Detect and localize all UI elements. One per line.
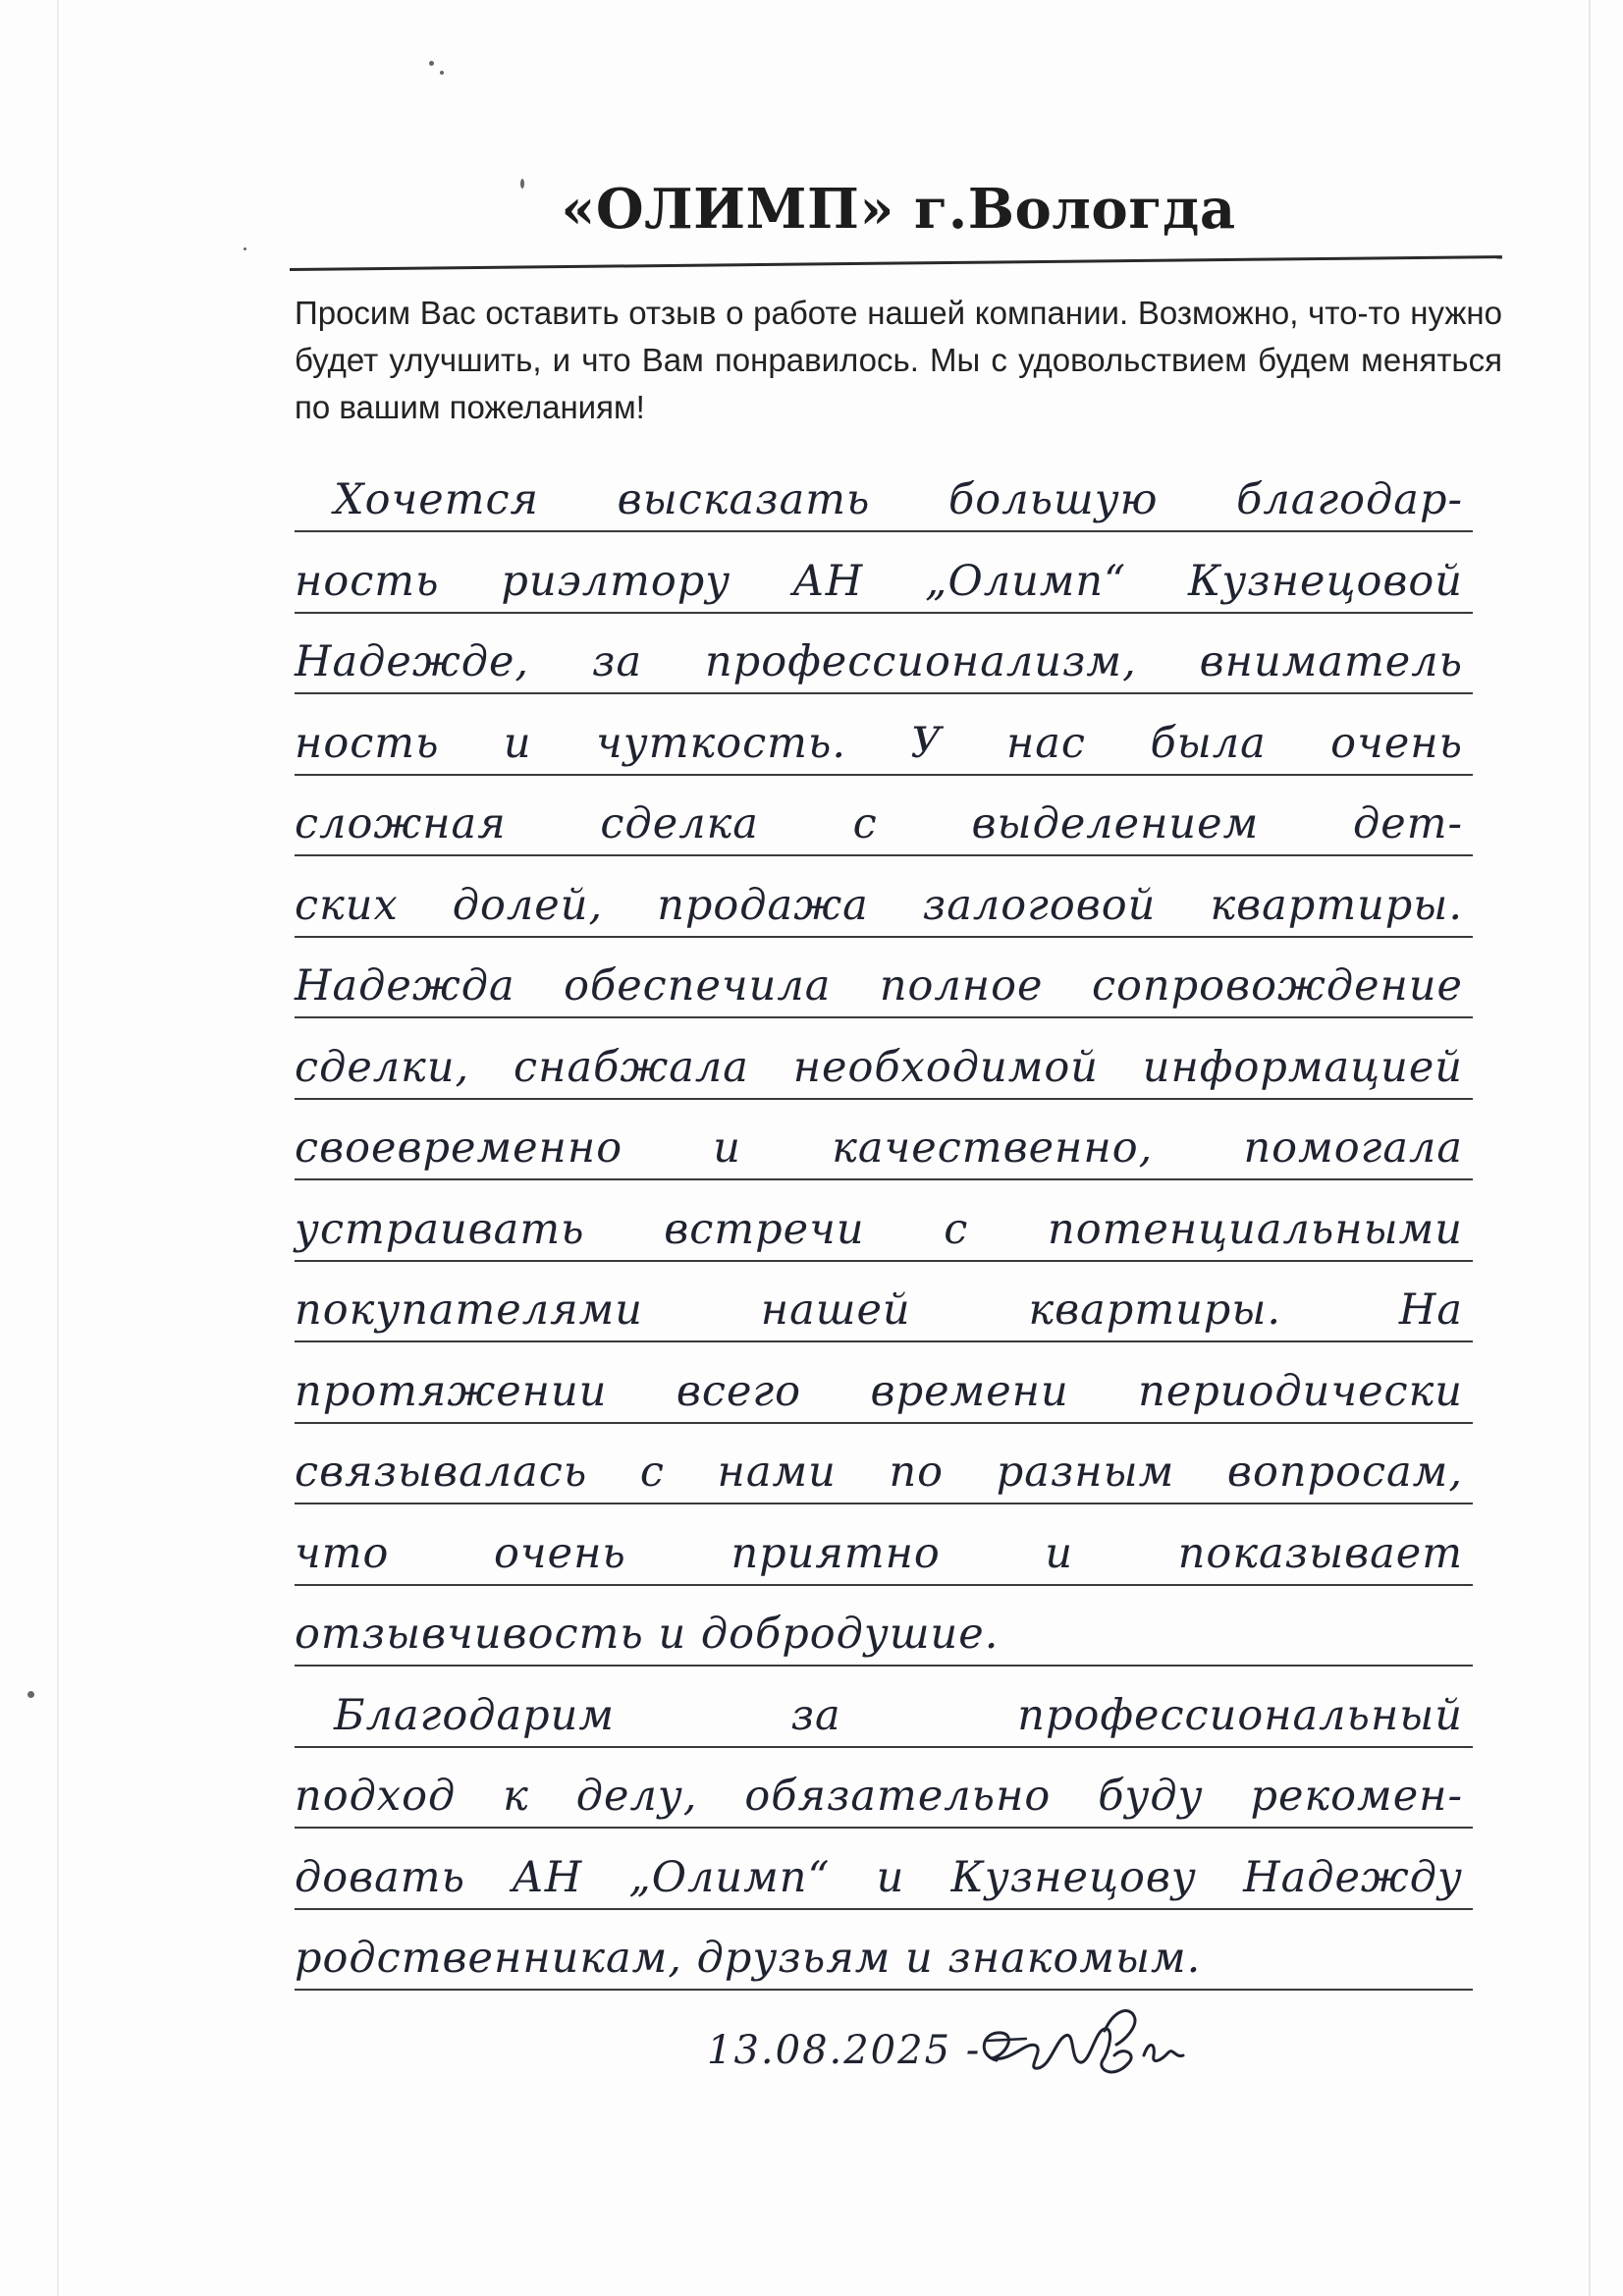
review-line: устраивать встречи с потенциальными (295, 1205, 1463, 1254)
review-line: подход к делу, обязательно буду рекомен- (295, 1772, 1463, 1821)
scan-speck (440, 71, 444, 75)
review-line: родственникам, друзьям и знакомым. (295, 1934, 1202, 1983)
scan-edge-left (57, 0, 59, 2296)
title-underline (290, 255, 1502, 271)
ruled-line (295, 854, 1473, 856)
ruled-line (295, 1584, 1473, 1586)
review-line: Надежда обеспечила полное сопровождение (295, 961, 1463, 1011)
review-line: ность и чуткость. У нас была очень (295, 719, 1463, 768)
ruled-line (295, 612, 1473, 614)
ruled-line (295, 1503, 1473, 1504)
scan-speck (243, 247, 246, 250)
ruled-line (295, 1016, 1473, 1018)
review-line: отзывчивость и добродушие. (295, 1610, 1000, 1659)
review-line: ность риэлтору АН „Олимп“ Кузнецовой (295, 557, 1463, 606)
ruled-line (295, 1178, 1473, 1180)
ruled-line (295, 692, 1473, 694)
review-line: Надежде, за профессионализм, вниматель (295, 637, 1463, 686)
company-title: «ОЛИМП» г.Вологда (561, 177, 1236, 242)
review-line: протяжении всего времени периодически (295, 1367, 1463, 1416)
ruled-line (295, 936, 1473, 938)
review-line: покупателями нашей квартиры. На (295, 1285, 1463, 1335)
review-line: сделки, снабжала необходимой информацией (295, 1043, 1463, 1092)
ruled-line (295, 1746, 1473, 1748)
ruled-line (295, 1098, 1473, 1100)
ruled-line (295, 1665, 1473, 1667)
review-line: что очень приятно и показывает (295, 1529, 1463, 1578)
ruled-line (295, 1340, 1473, 1342)
scan-speck (27, 1691, 34, 1698)
review-line: довать АН „Олимп“ и Кузнецову Надежду (295, 1853, 1463, 1902)
review-line: связывалась с нами по разным вопросам, (295, 1448, 1463, 1497)
intro-text: Просим Вас оставить отзыв о работе нашей компании. Возможно, что-то нужно будет улучшить, и что Вам понравилось. Мы с удовольствием будем меняться по вашим пожеланиям! (295, 295, 1502, 425)
ruled-line (295, 530, 1473, 532)
scan-speck (429, 61, 434, 66)
ruled-line (295, 1908, 1473, 1910)
review-date: 13.08.2025 - (707, 2028, 982, 2073)
review-line: сложная сделка с выделением дет- (295, 799, 1463, 848)
ruled-line (295, 1827, 1473, 1829)
review-line: Хочется высказать большую благодар- (334, 475, 1463, 524)
ruled-line (295, 1422, 1473, 1424)
review-line: своевременно и качественно, помогала (295, 1123, 1463, 1173)
signature (967, 2001, 1193, 2100)
ruled-line (295, 774, 1473, 776)
review-line: Благодарим за профессиональный (334, 1691, 1463, 1740)
ruled-line (295, 1989, 1473, 1991)
ruled-line (295, 1260, 1473, 1262)
review-line: ских долей, продажа залоговой квартиры. (295, 881, 1463, 930)
scan-edge-right (1589, 0, 1591, 2296)
